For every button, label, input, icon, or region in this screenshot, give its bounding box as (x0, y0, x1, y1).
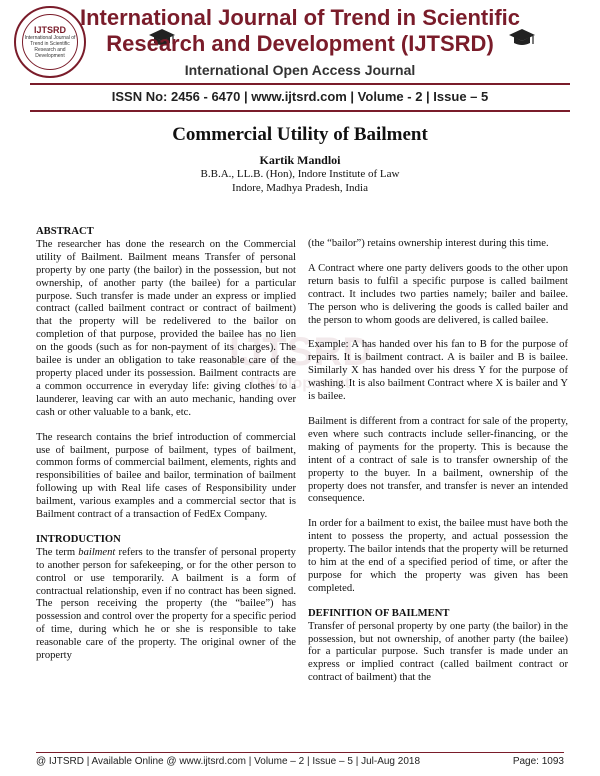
body-paragraph: (the “bailor”) retains ownership interest during this time. (308, 238, 549, 249)
issn-bar: ISSN No: 2456 - 6470 | www.ijtsrd.com | Volume - 2 | Issue – 5 (111, 89, 489, 104)
intro-text-start: The term (36, 546, 79, 558)
page-footer (36, 756, 564, 767)
intro-text-rest: refers to the transfer of personal property to another person for safekeeping, or for the other person to control or use temporarily. A bailment is a form of contractual relationship, even if no contract has been signed. The person receiving the property (the “bailee”) has possession and control over the property for a specific period of time, during which he or she is responsible to take reasonable care of the property. The original owner of the property (36, 546, 296, 662)
intro-term: bailment (78, 546, 116, 558)
body-paragraph: A Contract where one party delivers goods to the other upon return basis to fulfil a specific purpose is called bailment contract. It includes two parties namely; bailer and bailee. The person who is delivering the goods is called bailer and the person to whom goods are delivered, is called bailee. (308, 262, 568, 326)
introduction-paragraph (36, 547, 296, 663)
logo-subtext: International Journal of Trend in Scientific Research and Development (24, 35, 76, 59)
body-paragraph: In order for a bailment to exist, the bailee must have both the intent to possess the property, and actual possession the property. The bailor intends that the property will be returned to him at the end of a specified period of time, or after the purpose for which the property was given has been completed. (308, 518, 568, 594)
author-name: Kartik Mandloi (259, 153, 341, 167)
journal-title-line1: International Journal of Trend in Scientific (79, 5, 521, 30)
introduction-heading: INTRODUCTION (36, 533, 121, 545)
body-paragraph: Example: A has handed over his fan to B for the purpose of repairs. It is bailment contract. A is bailer and B is bailee. Similarly X has handed over his dress Y for the purpose of washing. It is also bailment Contract where X is bailer and Y is bailee. (308, 339, 568, 403)
journal-title-line2: Research and Development (IJTSRD) (106, 31, 494, 56)
open-access-label: International Open Access Journal (184, 62, 416, 78)
watermark-text: Development (249, 375, 351, 392)
logo-text: IJTSRD (33, 25, 66, 35)
watermark-logo-text: IJTSRD (228, 330, 372, 374)
abstract-paragraph: The researcher has done the research on the Commercial utility of Bailment. Bailment means Transfer of personal property by one party (the bailor) in the possession, but not ownership, of another party (the bailee) for a particular purpose. Such transfer is made under an express or implied contract (called bailment contract or contract of bailment) that the property will be redelivered to the bailor on completion of that purpose, provided the bailee has no lien on the goods (such as for non-payment of its charges). The bailee is under an obligation to take reasonable care of the property placed under its possession. Bailment contracts are a common occurrence in everyday life: giving clothes to a launderer, leaving car with an auto mechanic, handing over cash or other valuable to a bank, etc. (36, 238, 296, 418)
definition-paragraph: Transfer of personal property by one party (the bailor) in the possession, but not ownership, of another party (the bailee) for a particular purpose. Such transfer is made under an express or implied contract (called bailment contract or contract of bailment) that the (308, 620, 568, 684)
left-column (36, 226, 296, 675)
page-number: Page: 1093 (512, 756, 564, 767)
footer-info: @ IJTSRD | Available Online @ www.ijtsrd.com | Volume – 2 | Issue – 5 | Jul-Aug 2018 (36, 756, 421, 767)
footer-rule (36, 752, 564, 753)
author-location: Indore, Madhya Pradesh, India (232, 182, 368, 194)
definition-heading: DEFINITION OF BAILMENT (308, 607, 450, 619)
author-affiliation: B.B.A., LL.B. (Hon), Indore Institute of Law (200, 168, 400, 180)
header-rule-bottom (30, 110, 570, 112)
abstract-paragraph: The research contains the brief introduction of commercial use of bailment, purpose of bailment, types of bailment, common forms of commercial bailment, elements, rights and responsibilities of bailee and bailor, termination of bailment following up with Real life cases of Responsibility under bailment, various examples and a commercial sector that is Bailment contract of a transaction of FedEx Company. (36, 431, 296, 521)
body-paragraph: Bailment is different from a contract for sale of the property, even where such contracts include seller-financing, or the making of payments for the property. This is because the intent of a contract of sale is to transfer ownership of the property to the buyer. In a bailment, ownership of the property does not transfer, and transfer is never an intended consequence. (308, 415, 568, 505)
paper-title: Commercial Utility of Bailment (172, 124, 428, 145)
right-column (308, 238, 568, 697)
journal-header (0, 0, 600, 110)
abstract-heading: ABSTRACT (36, 226, 94, 237)
